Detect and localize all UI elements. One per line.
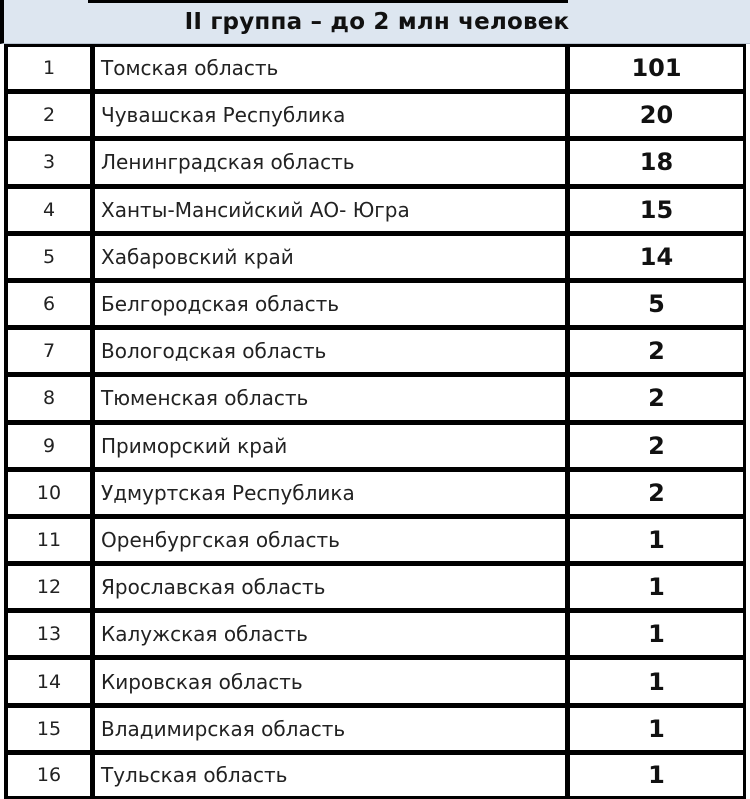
value-cell: 20 xyxy=(568,91,746,138)
region-cell: Калужская область xyxy=(92,610,568,657)
region-cell: Хабаровский край xyxy=(92,233,568,280)
rank-cell: 2 xyxy=(4,91,92,138)
table-row xyxy=(4,657,746,704)
title-top-border xyxy=(88,0,568,3)
value-cell: 2 xyxy=(568,469,746,516)
value-cell: 2 xyxy=(568,327,746,374)
rank-cell: 8 xyxy=(4,374,92,421)
value-cell: 18 xyxy=(568,138,746,185)
region-cell: Кировская область xyxy=(92,657,568,704)
region-cell: Ленинградская область xyxy=(92,138,568,185)
rank-cell: 6 xyxy=(4,280,92,327)
region-cell: Удмуртская Республика xyxy=(92,469,568,516)
region-cell: Оренбургская область xyxy=(92,516,568,563)
table-row xyxy=(4,138,746,185)
value-cell: 1 xyxy=(568,610,746,657)
value-cell: 1 xyxy=(568,563,746,610)
value-cell: 15 xyxy=(568,186,746,233)
region-cell: Тюменская область xyxy=(92,374,568,421)
value-cell: 2 xyxy=(568,422,746,469)
value-cell: 1 xyxy=(568,752,746,799)
value-cell: 1 xyxy=(568,705,746,752)
table-row xyxy=(4,563,746,610)
region-cell: Томская область xyxy=(92,44,568,91)
region-cell: Белгородская область xyxy=(92,280,568,327)
region-cell: Ярославская область xyxy=(92,563,568,610)
region-cell: Тульская область xyxy=(92,752,568,799)
table-row xyxy=(4,233,746,280)
rank-cell: 10 xyxy=(4,469,92,516)
rank-cell: 4 xyxy=(4,186,92,233)
region-cell: Вологодская область xyxy=(92,327,568,374)
table-row xyxy=(4,422,746,469)
table-row xyxy=(4,186,746,233)
rank-cell: 14 xyxy=(4,657,92,704)
table-row xyxy=(4,44,746,91)
table-row xyxy=(4,280,746,327)
ranking-table xyxy=(4,44,746,799)
value-cell: 101 xyxy=(568,44,746,91)
rank-cell: 5 xyxy=(4,233,92,280)
table-row xyxy=(4,516,746,563)
rank-cell: 13 xyxy=(4,610,92,657)
table-row xyxy=(4,752,746,799)
table-row xyxy=(4,610,746,657)
region-cell: Ханты-Мансийский АО- Югра xyxy=(92,186,568,233)
value-cell: 14 xyxy=(568,233,746,280)
value-cell: 1 xyxy=(568,657,746,704)
table-title: II группа – до 2 млн человек xyxy=(0,0,750,44)
rank-cell: 7 xyxy=(4,327,92,374)
rank-cell: 16 xyxy=(4,752,92,799)
rank-cell: 3 xyxy=(4,138,92,185)
value-cell: 1 xyxy=(568,516,746,563)
table-row xyxy=(4,469,746,516)
rank-cell: 9 xyxy=(4,422,92,469)
rank-cell: 11 xyxy=(4,516,92,563)
rank-cell: 12 xyxy=(4,563,92,610)
region-cell: Владимирская область xyxy=(92,705,568,752)
table-row xyxy=(4,705,746,752)
region-cell: Приморский край xyxy=(92,422,568,469)
region-cell: Чувашская Республика xyxy=(92,91,568,138)
value-cell: 2 xyxy=(568,374,746,421)
table-row xyxy=(4,91,746,138)
table-row xyxy=(4,327,746,374)
table-row xyxy=(4,374,746,421)
rank-cell: 15 xyxy=(4,705,92,752)
rank-cell: 1 xyxy=(4,44,92,91)
value-cell: 5 xyxy=(568,280,746,327)
